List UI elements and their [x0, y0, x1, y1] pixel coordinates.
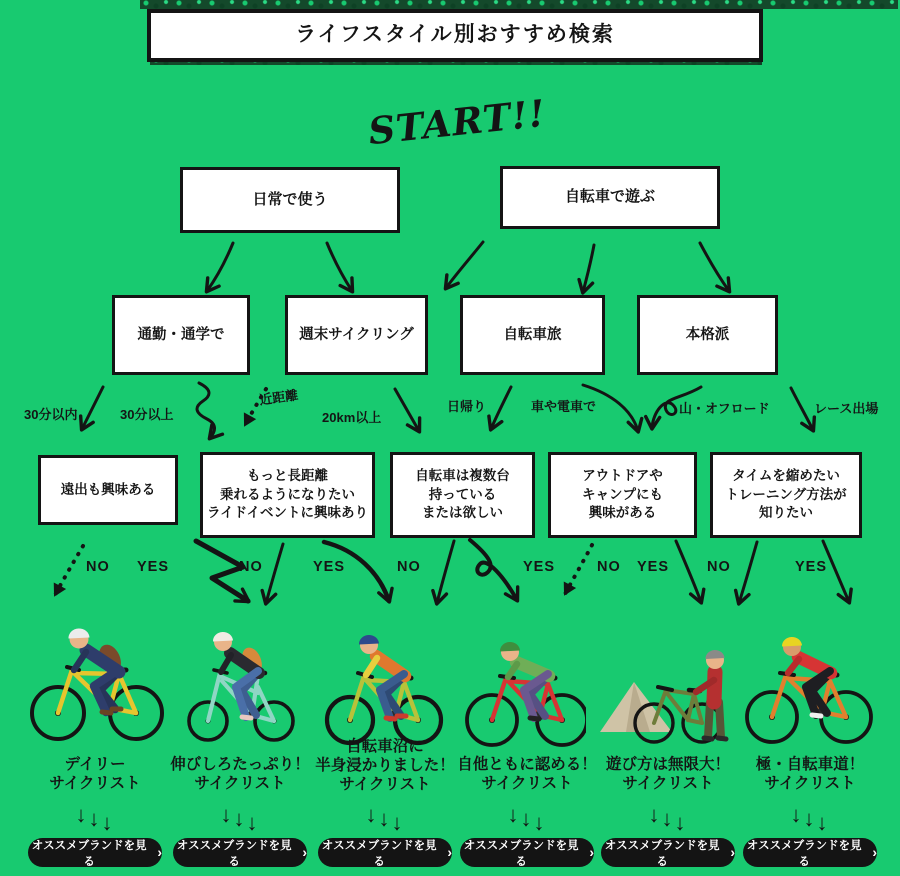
node-play-with-bike-label: 自転車で遊ぶ	[564, 188, 655, 206]
branch-label-car-or-train: 車や電車で	[531, 399, 597, 414]
node-multiple-bikes	[390, 452, 535, 538]
see-brands-button-label: オススメブランドを見る	[604, 839, 720, 868]
arrow-result-yes-3-loop	[470, 540, 517, 600]
decision-no-2: NO	[239, 559, 263, 575]
chevron-right-icon: ›	[302, 843, 307, 860]
node-line: ライドイベントに興味あり	[207, 505, 368, 521]
arrow-serious-race	[791, 388, 813, 430]
down-arrow-icon: ↓	[661, 806, 675, 831]
suit-commuter-cyclist-illustration	[22, 610, 172, 745]
node-line: キャンプにも	[582, 486, 663, 502]
down-arrow-icon: ↓	[520, 806, 534, 831]
decision-no-4: NO	[597, 559, 621, 575]
racer-cyclist-illustration	[738, 613, 878, 746]
result-unlimited-cyclist	[593, 756, 743, 794]
triple-down-arrows-1	[20, 802, 170, 835]
down-arrow-icon: ↓	[365, 802, 379, 827]
triple-down-arrows-2	[165, 802, 315, 835]
see-brands-button-2[interactable]	[173, 838, 307, 867]
arrow-travel-daytrip	[491, 387, 511, 429]
arrow-play-to-serious	[700, 243, 729, 291]
result-acknowledged-cyclist	[452, 756, 602, 794]
node-daily-use-label: 日常で使う	[252, 190, 328, 208]
camping-cyclist-illustration	[596, 610, 736, 746]
node-line: または欲しい	[422, 505, 503, 521]
node-daily-use	[180, 167, 400, 233]
node-bike-travel-label: 自転車旅	[503, 327, 562, 343]
triple-down-arrows-5	[593, 802, 743, 835]
chevron-right-icon: ›	[730, 843, 735, 860]
see-brands-button-label: オススメブランドを見る	[463, 839, 579, 868]
node-weekend-cycling-label: 週末サイクリング	[299, 327, 414, 343]
node-weekend-cycling	[285, 295, 428, 375]
arrow-result-yes-4	[676, 541, 701, 602]
node-line: アウトドアや	[582, 468, 663, 484]
branch-label-short-distance: 近距離	[258, 387, 300, 408]
arrow-weekend-20km	[395, 389, 419, 431]
result-hooked-cyclist	[300, 738, 470, 795]
result-line: デイリー	[64, 756, 126, 773]
see-brands-button-3[interactable]	[318, 838, 452, 867]
see-brands-button-label: オススメブランドを見る	[321, 839, 437, 868]
page-title-box	[147, 9, 763, 62]
see-brands-button-1[interactable]	[28, 838, 162, 867]
node-serious	[637, 295, 778, 375]
start-label: START!!	[366, 90, 548, 154]
node-line: 遠出も興味ある	[60, 481, 156, 497]
node-line: タイムを縮めたい	[732, 468, 840, 484]
result-line: サイクリスト	[764, 774, 856, 792]
triple-down-arrows-6	[735, 802, 885, 835]
see-brands-button-label: オススメブランドを見る	[31, 839, 147, 868]
down-arrow-icon: ↓	[648, 802, 662, 827]
arrow-result-no-5	[739, 542, 757, 603]
result-line: 自他ともに認める！	[457, 756, 597, 773]
branch-label-over-30min: 30分以上	[120, 407, 174, 422]
decision-yes-5: YES	[795, 559, 828, 575]
decision-yes-2: YES	[313, 559, 346, 575]
node-commute-label: 通勤・通学で	[137, 327, 225, 343]
down-arrow-icon: ↓	[88, 806, 102, 831]
node-line: トレーニング方法が	[725, 486, 847, 502]
result-line: サイクリスト	[481, 774, 573, 792]
node-commute	[112, 295, 250, 375]
node-line: もっと長距離	[247, 468, 328, 484]
down-arrow-icon: ↓	[220, 802, 234, 827]
branch-label-within-30min: 30分以内	[24, 407, 78, 422]
arrow-result-no-4-dotted	[565, 545, 592, 594]
down-arrow-icon: ↓	[233, 806, 247, 831]
node-improve-time	[710, 452, 862, 538]
result-potential-cyclist	[165, 756, 315, 794]
arrow-commute-within30	[82, 387, 103, 429]
decision-no-3: NO	[397, 559, 421, 575]
down-arrow-icon: ↓	[507, 802, 521, 827]
chevron-right-icon: ›	[157, 843, 162, 860]
down-arrow-icon: ↓	[816, 810, 830, 835]
chevron-right-icon: ›	[589, 843, 594, 860]
result-line: 半身浸かりました！	[315, 756, 455, 774]
arrow-play-to-weekend	[446, 242, 483, 288]
minivelo-cyclist-illustration	[178, 615, 300, 745]
down-arrow-icon: ↓	[75, 802, 89, 827]
page-title: ライフスタイル別おすすめ検索	[295, 23, 615, 47]
arrow-daily-to-weekend	[327, 243, 352, 291]
branch-label-race-entry: レース出場	[814, 401, 879, 416]
branch-label-day-trip: 日帰り	[447, 399, 487, 414]
arrow-result-no-1-dotted	[55, 546, 83, 595]
result-line: 伸びしろたっぷり！	[170, 756, 310, 773]
see-brands-button-6[interactable]	[743, 838, 877, 867]
texture-band-top	[140, 0, 898, 9]
decision-no-1: NO	[86, 559, 110, 575]
node-outdoor-camp	[548, 452, 697, 538]
down-arrow-icon: ↓	[533, 810, 547, 835]
see-brands-button-4[interactable]	[460, 838, 594, 867]
node-line: 知りたい	[759, 505, 813, 521]
down-arrow-icon: ↓	[391, 810, 405, 835]
arrow-play-to-travel	[583, 245, 594, 292]
decision-yes-4: YES	[637, 559, 670, 575]
node-line: 持っている	[428, 486, 497, 502]
branch-label-over-20km: 20km以上	[322, 410, 382, 425]
result-line: 自転車沼に	[346, 738, 424, 755]
arrow-daily-to-commute	[207, 243, 233, 291]
result-daily-cyclist	[20, 756, 170, 794]
down-arrow-icon: ↓	[246, 810, 260, 835]
result-line: サイクリスト	[194, 774, 286, 792]
result-line: サイクリスト	[49, 774, 141, 792]
down-arrow-icon: ↓	[790, 802, 804, 827]
roadbike-cyclist-illustration	[462, 616, 586, 748]
chevron-right-icon: ›	[872, 843, 877, 860]
decision-no-5: NO	[707, 559, 731, 575]
mtb-cyclist-illustration	[322, 620, 444, 748]
triple-down-arrows-3	[310, 802, 460, 835]
arrow-result-no-2	[266, 544, 283, 603]
result-ultimate-cyclist	[735, 756, 885, 794]
result-line: 極・自転車道！	[755, 756, 865, 773]
triple-down-arrows-4	[452, 802, 602, 835]
branch-label-mountain-offroad: 山・オフロード	[679, 401, 770, 416]
result-line: サイクリスト	[622, 774, 714, 792]
see-brands-button-label: オススメブランドを見る	[746, 839, 862, 868]
node-bike-travel	[460, 295, 605, 375]
down-arrow-icon: ↓	[674, 810, 688, 835]
node-serious-label: 本格派	[685, 327, 730, 343]
down-arrow-icon: ↓	[378, 806, 392, 831]
chevron-right-icon: ›	[447, 843, 452, 860]
node-play-with-bike	[500, 166, 720, 229]
decision-yes-1: YES	[137, 559, 170, 575]
see-brands-button-label: オススメブランドを見る	[176, 839, 292, 868]
see-brands-button-5[interactable]	[601, 838, 735, 867]
node-line: 自転車は複数台	[415, 468, 510, 484]
node-longer-rides	[200, 452, 375, 538]
node-line: 興味がある	[588, 505, 657, 521]
arrow-result-no-3	[437, 541, 454, 603]
node-line: 乗れるようになりたい	[220, 486, 355, 502]
down-arrow-icon: ↓	[101, 810, 115, 835]
result-line: サイクリスト	[339, 775, 431, 793]
decision-yes-3: YES	[523, 559, 556, 575]
node-interested-in-outings	[38, 455, 178, 525]
down-arrow-icon: ↓	[803, 806, 817, 831]
result-line: 遊び方は無限大！	[605, 756, 730, 773]
arrow-commute-over30-squiggle	[197, 383, 215, 438]
